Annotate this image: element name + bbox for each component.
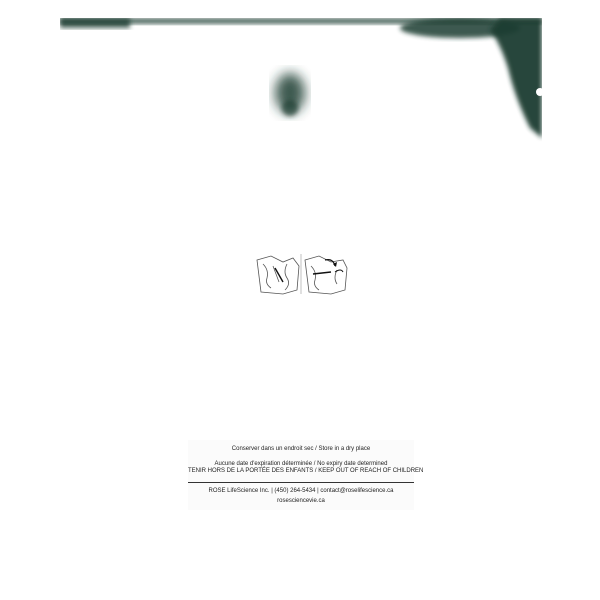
expiry-notice: Aucune date d'expiration déterminée / No expiry date determined [214,460,388,467]
divider [188,482,414,483]
company-website: rosesciencevie.ca [277,498,325,504]
company-contact: ROSE LifeScience Inc. | (450) 264-5434 | contact@roselifescience.ca [208,487,394,494]
storage-instruction: Conserver dans un endroit sec / Store in a dry place [231,446,371,452]
hands-tearing-sachet-icon [253,252,349,296]
child-warning: TENIR HORS DE LA PORTÉE DES ENFANTS / KEEP OUT OF REACH OF CHILDREN [188,468,424,474]
package-shadow [60,18,542,178]
package-label [188,440,424,510]
